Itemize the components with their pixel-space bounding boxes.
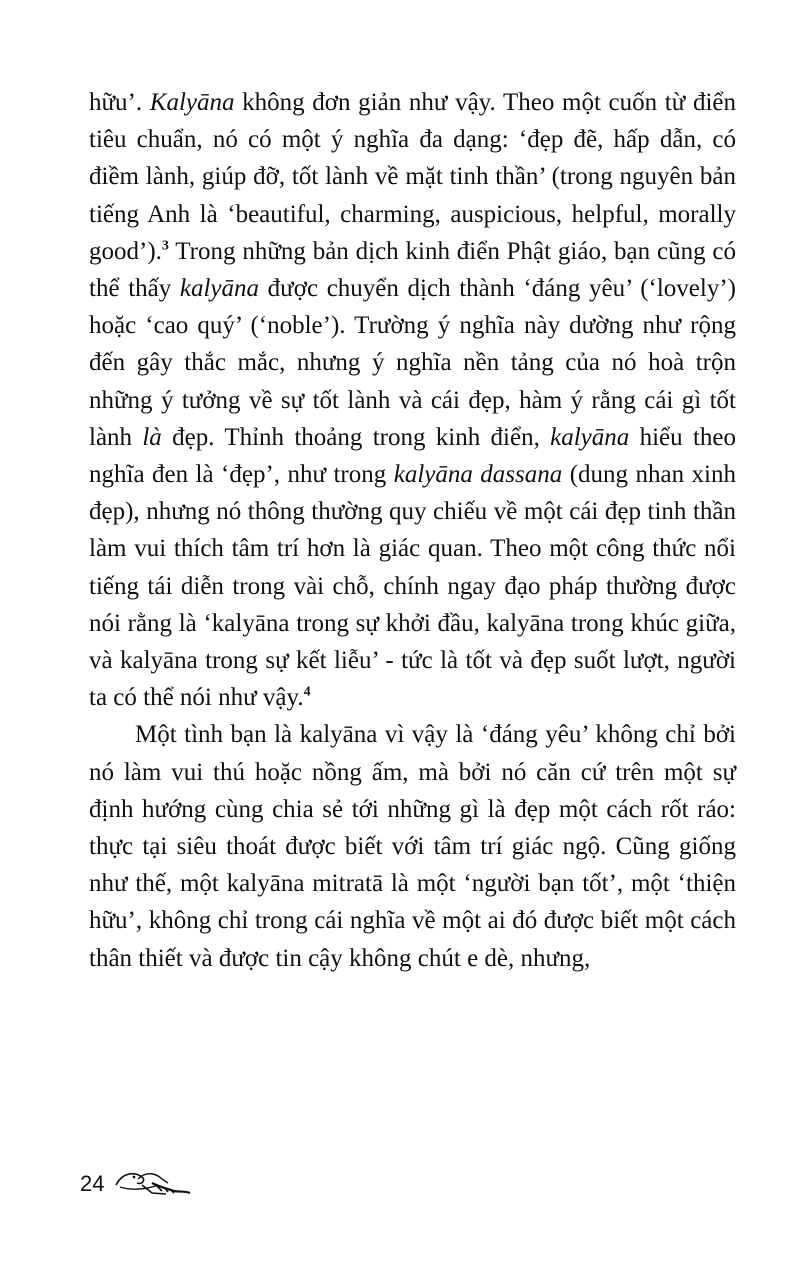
paragraph-2: Một tình bạn là kalyāna vì vậy là ‘đáng yêu’ không chỉ bởi nó làm vui thú hoặc nồng ấm, mà bởi nó căn cứ trên một sự định hướng cùng chia sẻ tới những gì là đẹp một cách rốt ráo: thực tại siêu thoát được biết với tâm trí giác ngộ. Cũng giống như thế, một kalyāna mitratā là một ‘người bạn tốt’, một ‘thiện hữu’, không chỉ trong cái nghĩa về một ai đó được biết một cách thân thiết và được tin cậy không chút e dè, nhưng, (89, 721, 736, 972)
body-text (89, 84, 736, 977)
italic-term: kalyāna dassana (393, 461, 563, 489)
text-run: Trong những bản dịch kinh điển Phật giáo, bạn cũng có thể thấy (89, 237, 736, 303)
text-run: hiểu theo nghĩa đen là ‘đẹp’, như trong (89, 423, 736, 489)
paragraph-1 (89, 84, 736, 716)
text-run: đẹp. Thỉnh thoảng trong kinh điển, (161, 423, 551, 451)
italic-term: kalyāna (550, 423, 630, 451)
footnote-ref-4: 4 (303, 684, 311, 700)
text-run: (dung nhan xinh đẹp), nhưng nó thông thường quy chiếu về một cái đẹp tinh thần làm vui thích tâm trí hơn là giác quan. Theo một công thức nổi tiếng tái diễn trong vài chỗ, chính ngay đạo pháp thường được nói rằng là ‘kalyāna trong sự khởi đầu, kalyāna trong khúc giữa, và kalyāna trong sự kết liễu’ - tức là tốt và đẹp suốt lượt, người ta có thể nói như vậy. (89, 461, 737, 712)
dragon-ornament-icon (112, 1165, 192, 1199)
page-footer (80, 1165, 220, 1205)
page-number: 24 (80, 1171, 105, 1196)
text-run: được chuyển dịch thành ‘đáng yêu’ (‘lovely’) hoặc ‘cao quý’ (‘noble’). Trường ý nghĩa này dường như rộng đến gây thắc mắc, nhưng ý nghĩa nền tảng của nó hoà trộn những ý tưởng về sự tốt lành và cái đẹp, hàm ý rằng cái gì tốt lành (89, 275, 736, 451)
italic-term: kalyāna (179, 275, 260, 303)
text-run: hữu’. (89, 89, 150, 116)
italic-term: là (142, 423, 162, 451)
footnote-ref-3: 3 (161, 238, 169, 254)
italic-term: Kalyāna (149, 89, 235, 116)
text-run: không đơn giản như vậy. Theo một cuốn từ điển tiêu chuẩn, nó có một ý nghĩa đa dạng: ‘đẹp đẽ, hấp dẫn, có điềm lành, giúp đỡ, tốt lành về mặt tinh thần’ (trong nguyên bản tiếng Anh là ‘beautiful, charming, auspicious, helpful, morally good’). (89, 89, 736, 265)
